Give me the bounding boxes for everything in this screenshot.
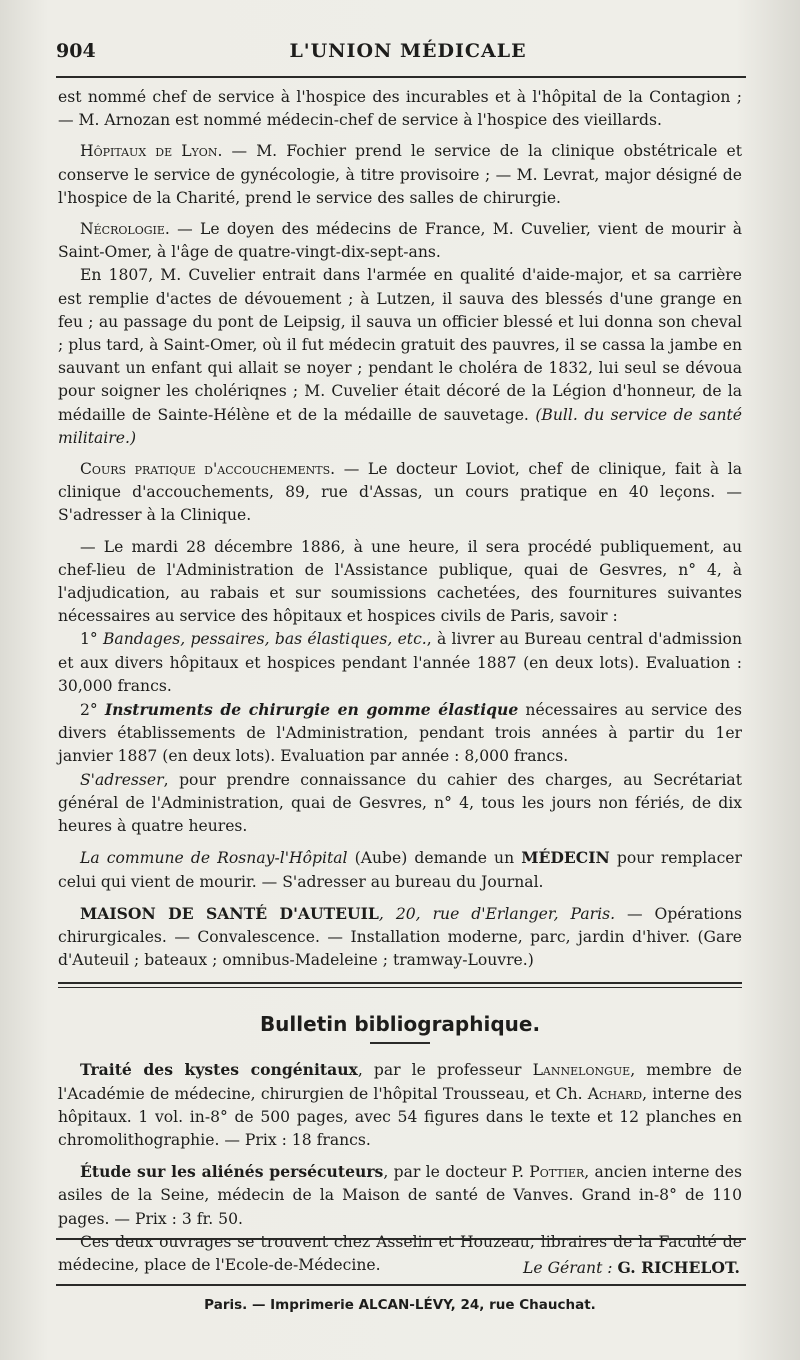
printer-line: Paris. — Imprimerie ALCAN-LÉVY, 24, rue Chauchat. bbox=[204, 1297, 596, 1313]
running-title: L'UNION MÉDICALE bbox=[289, 40, 527, 62]
header-rule bbox=[56, 76, 746, 78]
paragraph: MAISON DE SANTÉ D'AUTEUIL, 20, rue d'Erlanger, Paris. — Opérations chirurgicales. — Convalescence. — Installation moderne, parc, jardin d'hiver. (Gare d'Auteuil ; bateaux ; omnibus-Madeleine ; tramway-Louvre.) bbox=[58, 903, 742, 970]
section-title: Bulletin bibliographique. bbox=[259, 1012, 541, 1037]
paragraph: Ces deux ouvrages se trouvent chez Asselin et Houzeau, libraires de la Faculté de médecine, place de l'Ecole-de-Médecine. bbox=[58, 1232, 742, 1274]
bibliography-entry: Étude sur les aliénés persécuteurs, par le docteur P. Pottier, ancien interne des asiles de la Seine, médecin de la Maison de santé de Vanves. Grand in-8° de 110 pages. — Prix : 3 fr. 50. bbox=[58, 1162, 742, 1228]
gerant-signature: Le Gérant : G. RICHELOT. bbox=[523, 1258, 740, 1277]
footer-rule bbox=[56, 1238, 746, 1240]
paragraph: Nécrologie. — Le doyen des médecins de France, M. Cuvelier, vient de mourir à Saint-Omer, à l'âge de quatre-vingt-dix-sept-ans. bbox=[58, 220, 742, 262]
paragraph: Cours pratique d'accouchements. — Le docteur Loviot, chef de clinique, fait à la clinique d'accouchements, 89, rue d'Assas, un cours pratique en 40 leçons. — S'adresser à la Clinique. bbox=[58, 460, 742, 525]
paragraph: est nommé chef de service à l'hospice des incurables et à l'hôpital de la Contagion ; — M. Arnozan est nommé médecin-chef de service à l'hospice des vieillards. bbox=[58, 88, 742, 130]
title-rule bbox=[370, 1042, 430, 1044]
paragraph: En 1807, M. Cuvelier entrait dans l'armée en qualité d'aide-major, et sa carrière est remplie d'actes de dévouement ; à Lutzen, il sauva des blessés d'une grange en feu ; au passage du pont de Leipsig, il sauva un officier blessé et lui donna son cheval ; plus tard, à Saint-Omer, où il fut médecin gratuit des pauvres, il se cassa la jambe en sauvant un enfant qui allait se noyer ; pendant le choléra de 1832, lui seul se dévoua pour soigner les cholériqnes ; M. Cuvelier était décoré de la Légion d'honneur, de la médaille de Sainte-Hélène et de la médaille de sauvetage. (Bull. du service de santé militaire.) bbox=[58, 266, 742, 447]
paragraph: — Le mardi 28 décembre 1886, à une heure, il sera procédé publiquement, au chef-lieu de l'Administration de l'Assistance publique, quai de Gesvres, n° 4, à l'adjudication, au rabais et sur soumissions cachetées, des fournitures suivantes nécessaires au service des hôpitaux et hospices civils de Paris, savoir : bbox=[58, 537, 742, 626]
paragraph: S'adresser, pour prendre connaissance du cahier des charges, au Secrétariat général de l'Administration, quai de Gesvres, n° 4, tous les jours non fériés, de dix heures à quatre heures. bbox=[58, 770, 742, 836]
paragraph: La commune de Rosnay-l'Hôpital (Aube) demande un MÉDECIN pour remplacer celui qui vient de mourir. — S'adresser au bureau du Journal. bbox=[58, 848, 742, 891]
bibliography-entry: Traité des kystes congénitaux, par le professeur Lannelongue, membre de l'Académie de médecine, chirurgien de l'hôpital Trousseau, et Ch. Achard, interne des hôpitaux. 1 vol. in-8° de 500 pages, avec 54 figures dans le texte et 12 planches en chromolithographie. — Prix : 18 francs. bbox=[58, 1060, 742, 1149]
citation: (Bull. du service de santé militaire.) bbox=[58, 405, 742, 447]
page-header bbox=[56, 40, 760, 70]
page-number: 904 bbox=[56, 40, 96, 62]
paragraph: Hôpitaux de Lyon. — M. Fochier prend le service de la clinique obstétricale et conserve le service de gynécologie, à titre provisoire ; — M. Levrat, major désigné de l'hospice de la Charité, prend le service des salles de chirurgie. bbox=[58, 142, 743, 207]
paragraph: 2° Instruments de chirurgie en gomme élastique nécessaires au service des divers établissements de l'Administration, pendant trois années à partir du 1er janvier 1887 (en deux lots). Evaluation par année : 8,000 francs. bbox=[58, 700, 742, 766]
body-text bbox=[58, 86, 742, 1277]
footer-rule bbox=[56, 1284, 746, 1286]
section-rule bbox=[58, 982, 742, 988]
paragraph: 1° Bandages, pessaires, bas élastiques, etc., à livrer au Bureau central d'admission et aux divers hôpitaux et hospices pendant l'année 1887 (en deux lots). Evaluation : 30,000 francs. bbox=[58, 630, 742, 695]
